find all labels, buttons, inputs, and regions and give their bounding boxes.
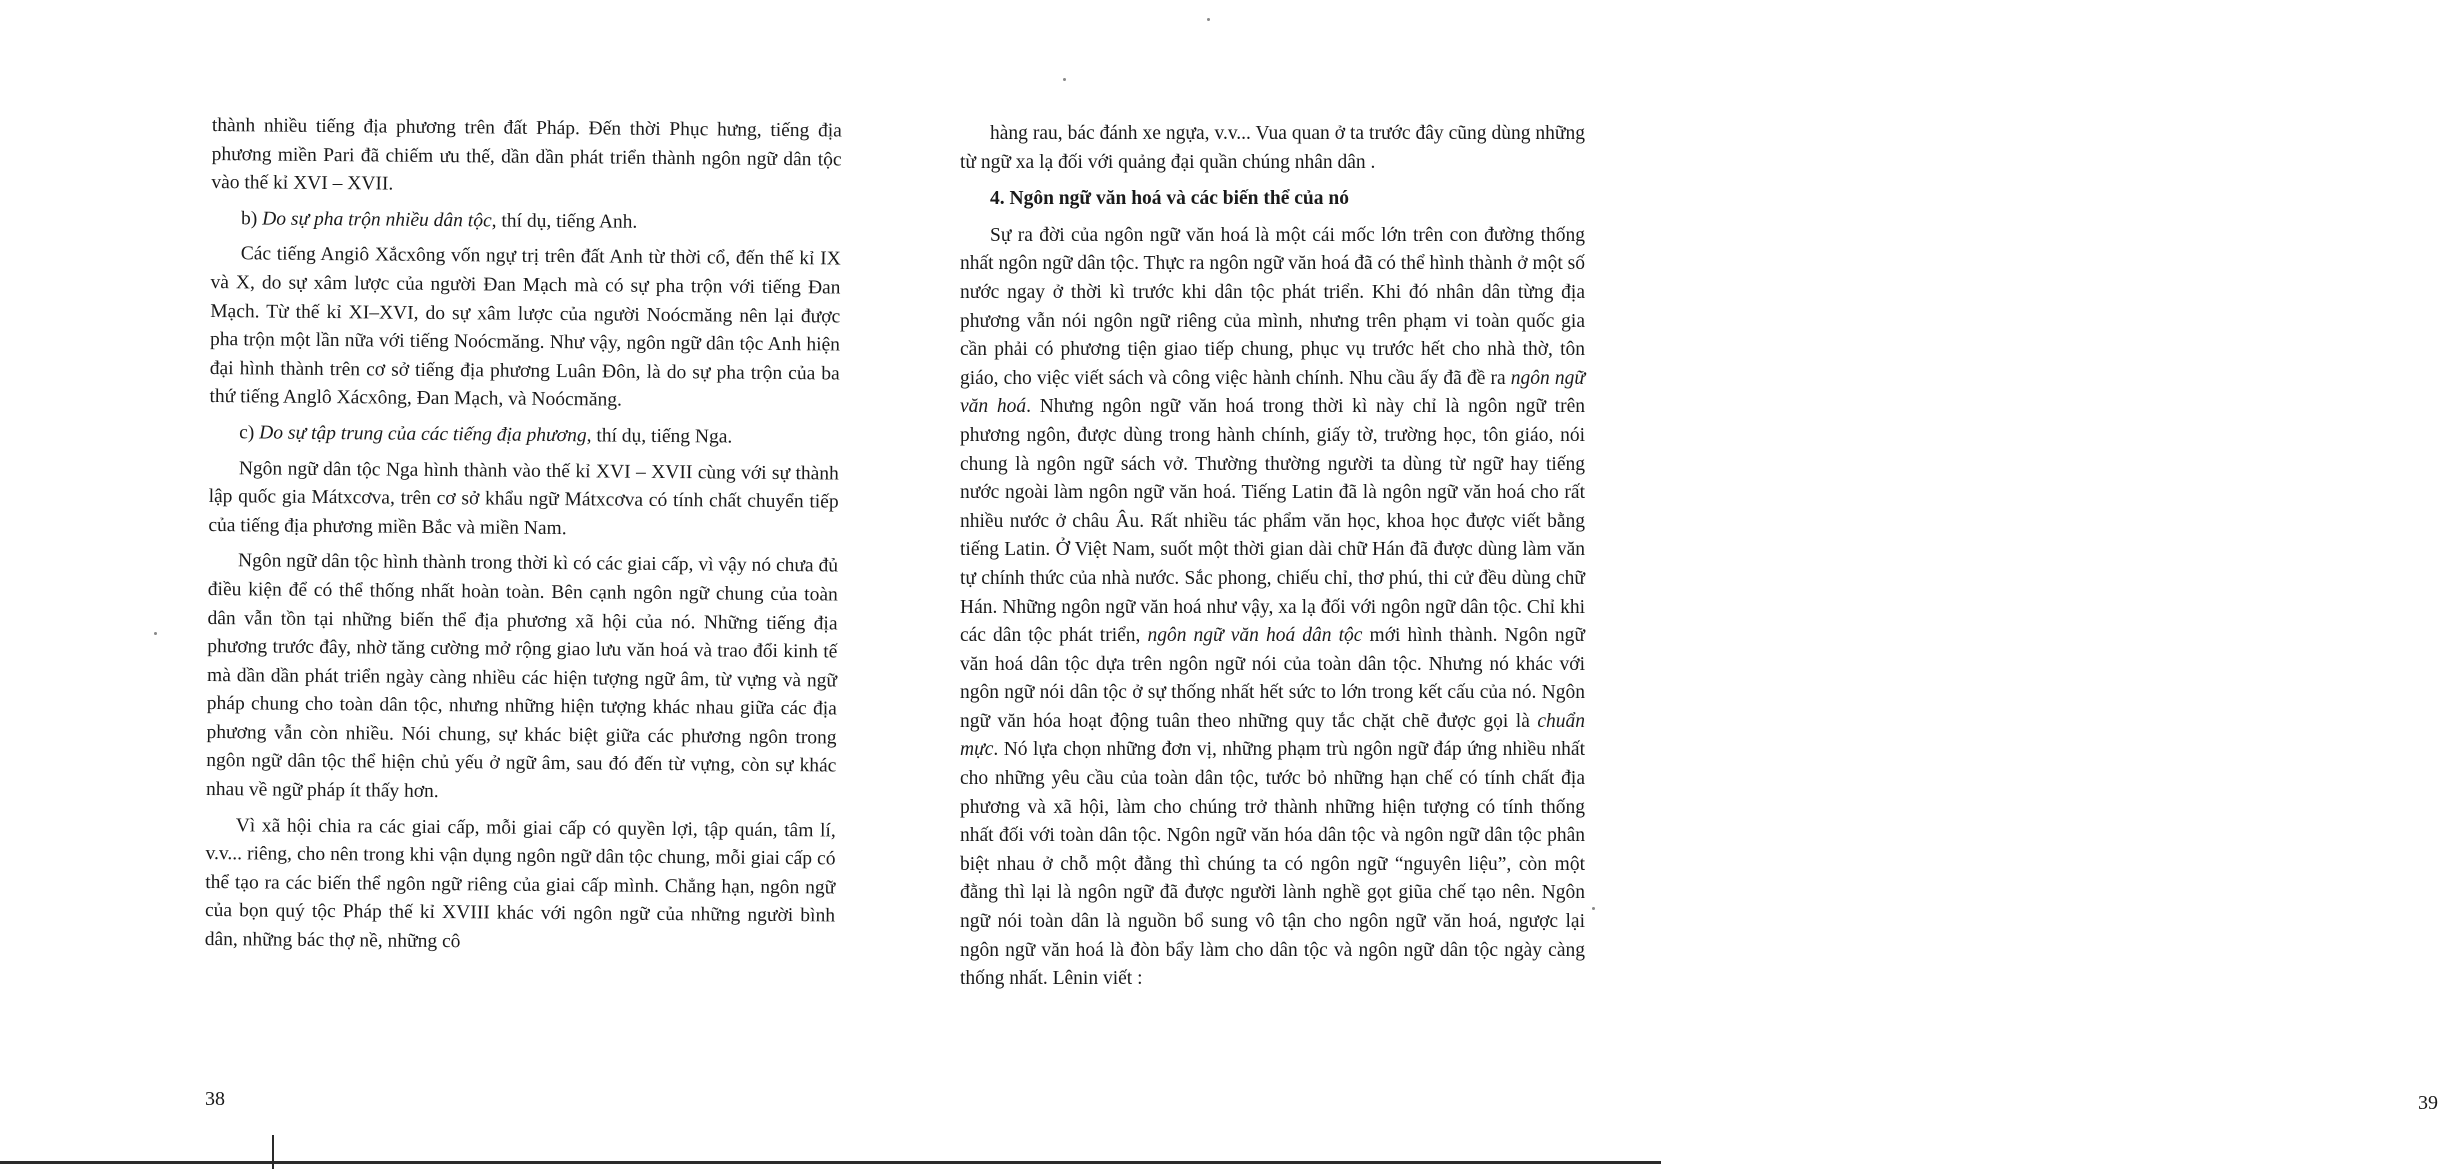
left-page	[0, 0, 860, 1169]
italic-term: ngôn ngữ văn hoá dân tộc	[1147, 625, 1363, 647]
left-subheading-c	[209, 419, 839, 453]
scan-speck	[1063, 78, 1066, 81]
italic-term: ngôn ngữ văn hoá	[960, 367, 1585, 418]
left-paragraph-classes: Ngôn ngữ dân tộc hình thành trong thời kì có các giai cấp, vì vậy nó chưa đủ điều kiện để có thể thống nhất hoàn toàn. Bên cạnh ngôn ngữ chung của toàn dân vẫn tồn tại những biến thể địa phương xã hội của nó. Những tiếng địa phương trước đây, nhờ tăng cường mở rộng giao lưu văn hoá và trao đổi kinh tế mà dần dần phát triển ngày càng nhiều các hiện tượng ngữ âm, từ vựng và ngữ pháp chung cho toàn dân tộc, nhưng những hiện tượng khác nhau giữa các địa phương vẫn còn nhiều. Nói chung, sự khác biệt giữa các phương ngôn trong ngôn ngữ dân tộc thể hiện chủ yếu ở ngữ âm, sau đó đến từ vựng, còn sự khác nhau về ngữ pháp ít thấy hơn.	[205, 550, 839, 803]
subheading-italic: Do sự pha trộn nhiều dân tộc	[262, 208, 492, 232]
subheading-prefix: b)	[240, 208, 263, 230]
left-page-number: 38	[205, 1088, 225, 1110]
left-text-column	[205, 112, 842, 967]
left-subheading-b	[211, 205, 841, 239]
italic-term: chuẩn mực	[960, 710, 1585, 761]
subheading-italic: Do sự tập trung của các tiếng địa phương	[259, 422, 587, 447]
section-heading: 4. Ngôn ngữ văn hoá và các biến thể của nó	[990, 188, 1349, 210]
gutter-mark	[272, 1135, 274, 1169]
scan-speck	[154, 632, 157, 635]
bottom-scan-edge	[0, 1161, 1661, 1164]
left-paragraph-continuation: thành nhiều tiếng địa phương trên đất Pháp. Đến thời Phục hưng, tiếng địa phương miền Pari đã chiếm ưu thế, dần dần phát triển thành ngôn ngữ dân tộc vào thế kỉ XVI – XVII.	[211, 114, 842, 195]
text-run: Sự ra đời của ngôn ngữ văn hoá là một cái mốc lớn trên con đường thống nhất ngôn ngữ dân tộc. Thực ra ngôn ngữ văn hoá đã có thể hình thành ở một số nước ngay ở thời kì trước khi dân tộc phát triển. Khi đó nhân dân từng địa phương vẫn nói ngôn ngữ riêng của mình, nhưng trên phạm vi toàn quốc gia cần phải có phương tiện giao tiếp chung, phục vụ trước hết cho nhà thờ, tôn giáo, cho việc viết sách và công việc hành chính. Nhu cầu ấy đã đề ra	[960, 224, 1585, 389]
text-run: mới hình thành. Ngôn ngữ văn hoá dân tộc dựa trên ngôn ngữ nói của toàn dân tộc. Nhưng nó khác với ngôn ngữ nói dân tộc ở sự thống nhất hết sức to lớn trong kết cấu của nó. Ngôn ngữ văn hóa hoạt động tuân theo những quy tắc chặt chẽ được gọi là	[960, 625, 1585, 732]
scan-speck	[1592, 907, 1595, 910]
left-paragraph-society: Vì xã hội chia ra các giai cấp, mỗi giai cấp có quyền lợi, tập quán, tâm lí, v.v... riêng, cho nên trong khi vận dụng ngôn ngữ dân tộc chung, mỗi giai cấp có thể tạo ra các biến thể ngôn ngữ riêng của giai cấp mình. Chẳng hạn, ngôn ngữ của bọn quý tộc Pháp thế kỉ XVIII khác với ngôn ngữ của những người bình dân, những bác thợ nề, những cô	[204, 814, 836, 953]
right-page-number: 39	[2418, 1092, 2438, 1114]
text-run: . Nhưng ngôn ngữ văn hoá trong thời kì này chỉ là ngôn ngữ trên phương ngôn, được dùng trong hành chính, giấy tờ, trường học, tôn giáo, nói chung là ngôn ngữ sách vở. Thường thường người ta dùng từ ngữ hay tiếng nước ngoài làm ngôn ngữ văn hoá. Tiếng Latin đã là ngôn ngữ văn hoá cho rất nhiều nước ở châu Âu. Rất nhiều tác phẩm văn học, khoa học được viết bằng tiếng Latin. Ở Việt Nam, suốt một thời gian dài chữ Hán đã được dùng làm văn tự chính thức của nhà nước. Sắc phong, chiếu chỉ, thơ phú, thi cử đều dùng chữ Hán. Những ngôn ngữ văn hoá như vậy, xa lạ đối với ngôn ngữ dân tộc. Chỉ khi các dân tộc phát triển,	[960, 396, 1585, 647]
right-paragraph-continuation: hàng rau, bác đánh xe ngựa, v.v... Vua quan ở ta trước đây cũng dùng những từ ngữ xa lạ đối với quảng đại quần chúng nhân dân .	[960, 123, 1585, 173]
right-paragraph-cultural-language	[960, 222, 1585, 994]
right-page	[860, 0, 2438, 1169]
subheading-suffix: , thí dụ, tiếng Anh.	[491, 210, 638, 233]
subheading-suffix: , thí dụ, tiếng Nga.	[586, 425, 733, 448]
text-run: . Nó lựa chọn những đơn vị, những phạm trù ngôn ngữ đáp ứng nhiều nhất cho những yêu cầu của toàn dân tộc, tước bỏ những hạn chế có tính chất địa phương và xã hội, làm cho chúng trở thành những hiện tượng có tính thống nhất đối với toàn dân tộc. Ngôn ngữ văn hóa dân tộc và ngôn ngữ dân tộc phân biệt nhau ở chỗ một đằng thì chúng ta có ngôn ngữ “nguyên liệu”, còn một đằng thì lại là ngôn ngữ đã được người lành nghề gọt giũa chế tạo nên. Ngôn ngữ nói toàn dân là nguồn bổ sung vô tận cho ngôn ngữ văn hoá, ngược lại ngôn ngữ văn hoá là đòn bẩy làm cho dân tộc và ngôn ngữ dân tộc ngày càng thống nhất. Lênin viết :	[960, 739, 1585, 990]
right-text-column	[960, 120, 1585, 1001]
left-paragraph-russian: Ngôn ngữ dân tộc Nga hình thành vào thế kỉ XVI – XVII cùng với sự thành lập quốc gia Mátxcơva, trên cơ sở khẩu ngữ Mátxcơva có tính chất chuyển tiếp của tiếng địa phương miền Bắc và miền Nam.	[208, 457, 839, 539]
left-paragraph-english: Các tiếng Angiô Xắcxông vốn ngự trị trên đất Anh từ thời cổ, đến thế kỉ IX và X, do sự xâm lược của người Đan Mạch mà có sự pha trộn với tiếng Đan Mạch. Từ thế kỉ XI–XVI, do sự xâm lược của người Noócmăng nên lại được pha trộn một lần nữa với tiếng Noócmăng. Như vậy, ngôn ngữ dân tộc Anh hiện đại hình thành trên cơ sở tiếng địa phương Luân Đôn, là do sự pha trộn của ba thứ tiếng Anglô Xácxông, Đan Mạch, và Noócmăng.	[209, 243, 841, 411]
subheading-prefix: c)	[239, 422, 260, 444]
scan-speck	[1207, 18, 1210, 21]
